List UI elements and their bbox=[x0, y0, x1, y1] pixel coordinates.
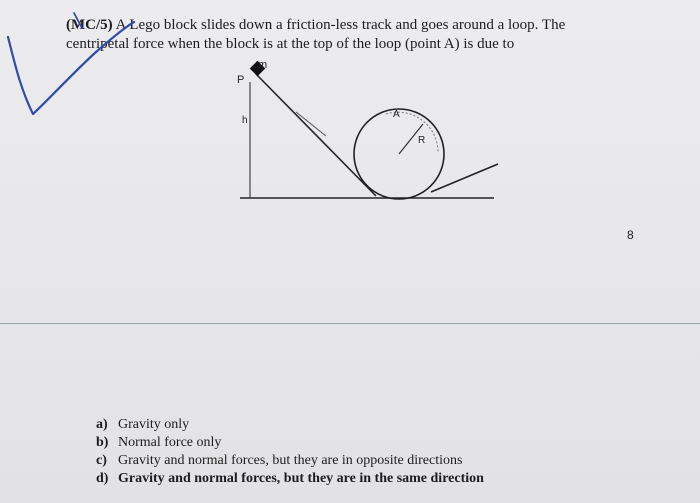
choice-letter: c) bbox=[96, 453, 107, 468]
choice-a[interactable] bbox=[96, 416, 484, 434]
choice-letter: b) bbox=[96, 435, 109, 450]
question-tag: (MC bbox=[66, 17, 96, 33]
question-line-2: centripetal force when the block is at the top of the loop (point A) is due to bbox=[66, 36, 515, 52]
choice-text: Gravity and normal forces, but they are in the same direction bbox=[118, 471, 484, 486]
choice-c[interactable] bbox=[96, 452, 484, 470]
label-a: A bbox=[393, 109, 400, 120]
section-divider bbox=[0, 323, 700, 324]
answer-choices bbox=[96, 416, 484, 488]
question-line-1-text: A Lego block slides down a friction-less track and goes around a loop. The bbox=[115, 17, 566, 33]
choice-text: Gravity only bbox=[118, 417, 190, 432]
choice-text: Normal force only bbox=[118, 435, 222, 450]
point-value: 8 bbox=[627, 228, 634, 242]
choice-text: Gravity and normal forces, but they are in opposite directions bbox=[118, 453, 463, 468]
label-p: P bbox=[237, 74, 245, 86]
label-m: m bbox=[258, 59, 268, 71]
choice-d[interactable] bbox=[96, 470, 484, 488]
question-tag-suffix: 5) bbox=[100, 17, 113, 33]
loop-track-diagram bbox=[226, 52, 506, 208]
question-line-1: (MC/5) A Lego block slides down a friction-less track and goes around a loop. The bbox=[66, 17, 566, 33]
choice-letter: d) bbox=[96, 471, 109, 486]
question-text bbox=[66, 16, 686, 54]
label-h: h bbox=[242, 115, 248, 126]
velocity-arrow bbox=[296, 112, 326, 136]
choice-b[interactable] bbox=[96, 434, 484, 452]
label-r: R bbox=[418, 135, 426, 146]
choice-letter: a) bbox=[96, 417, 108, 432]
